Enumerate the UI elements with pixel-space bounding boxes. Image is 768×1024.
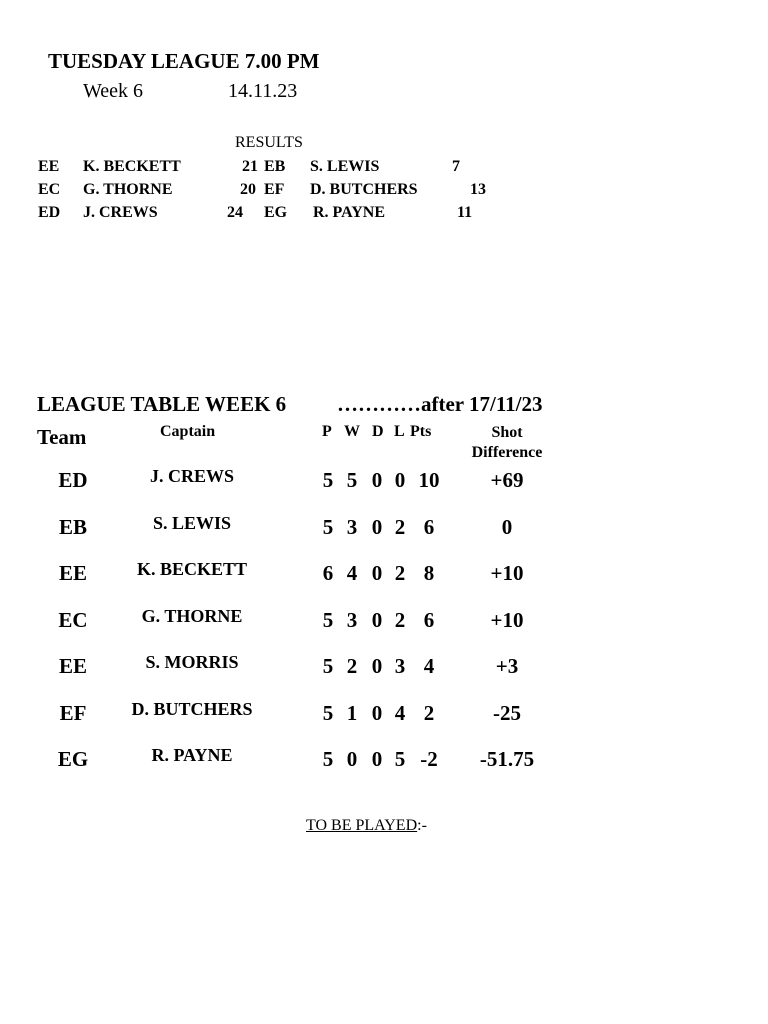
result-away-team: EF: [264, 181, 285, 198]
result-home-score: 20: [240, 181, 256, 198]
header-played: P: [322, 423, 332, 440]
row-captain: R. PAYNE: [151, 745, 233, 765]
row-won: 3: [346, 608, 358, 632]
league-title: TUESDAY LEAGUE 7.00 PM: [48, 49, 320, 73]
result-away-score: 13: [470, 181, 486, 198]
header-captain: Captain: [160, 423, 216, 440]
to-be-played-label: [306, 817, 427, 835]
row-drawn: 0: [371, 468, 383, 492]
table-row: [0, 699, 768, 739]
row-lost: 2: [394, 561, 406, 585]
header-points: Pts: [410, 423, 432, 440]
to-be-played-text: TO BE PLAYED: [306, 817, 418, 834]
row-won: 3: [346, 515, 358, 539]
row-team: EB: [58, 515, 87, 539]
result-away-team: EG: [264, 204, 288, 221]
result-home-team: EE: [38, 158, 60, 175]
row-shot-difference: +3: [495, 654, 519, 678]
result-away-team: EB: [264, 158, 286, 175]
results-heading: RESULTS: [235, 134, 303, 151]
row-lost: 5: [394, 747, 406, 771]
row-captain: S. LEWIS: [152, 513, 232, 533]
result-home-team: ED: [38, 204, 61, 221]
row-played: 5: [322, 608, 334, 632]
row-lost: 0: [394, 468, 406, 492]
to-be-played-suffix: :-: [417, 817, 427, 834]
league-table-title: LEAGUE TABLE WEEK 6: [37, 392, 287, 416]
row-played: 5: [322, 701, 334, 725]
row-shot-difference: -51.75: [479, 747, 535, 771]
result-away-captain: S. LEWIS: [310, 158, 380, 175]
row-drawn: 0: [371, 747, 383, 771]
row-team: EE: [58, 561, 87, 585]
row-lost: 2: [394, 515, 406, 539]
row-drawn: 0: [371, 561, 383, 585]
row-won: 4: [346, 561, 358, 585]
row-points: 6: [423, 515, 435, 539]
row-played: 5: [322, 515, 334, 539]
row-points: 4: [423, 654, 435, 678]
week-date: 14.11.23: [228, 80, 298, 102]
result-row: [0, 158, 768, 180]
header-won: W: [344, 423, 360, 440]
table-row: [0, 559, 768, 599]
row-points: 8: [423, 561, 435, 585]
row-lost: 3: [394, 654, 406, 678]
row-captain: G. THORNE: [141, 606, 243, 626]
row-team: EF: [59, 701, 87, 725]
row-points: -2: [420, 747, 438, 771]
row-won: 0: [346, 747, 358, 771]
row-captain: J. CREWS: [149, 466, 234, 486]
row-won: 1: [346, 701, 358, 725]
result-away-score: 11: [457, 204, 473, 221]
row-shot-difference: +10: [490, 561, 524, 585]
table-row: [0, 513, 768, 553]
table-row: [0, 745, 768, 785]
row-played: 6: [322, 561, 334, 585]
row-drawn: 0: [371, 515, 383, 539]
table-row: [0, 606, 768, 646]
header-team: Team: [37, 425, 87, 449]
result-row: [0, 204, 768, 226]
header-shot-difference: Shot Difference: [471, 424, 543, 461]
row-team: EC: [58, 608, 88, 632]
row-shot-difference: 0: [501, 515, 513, 539]
row-lost: 2: [394, 608, 406, 632]
row-captain: K. BECKETT: [136, 559, 248, 579]
result-away-captain: R. PAYNE: [313, 204, 386, 221]
result-row: [0, 181, 768, 203]
row-played: 5: [322, 747, 334, 771]
result-home-score: 24: [227, 204, 243, 221]
result-away-captain: D. BUTCHERS: [310, 181, 418, 198]
row-points: 10: [418, 468, 440, 492]
header-lost: L: [394, 423, 405, 440]
row-shot-difference: +69: [490, 468, 524, 492]
result-home-captain: J. CREWS: [83, 204, 158, 221]
result-away-score: 7: [452, 158, 460, 175]
row-drawn: 0: [371, 701, 383, 725]
league-table-after-date: …………after 17/11/23: [337, 392, 543, 416]
table-row: [0, 652, 768, 692]
table-row: [0, 466, 768, 506]
result-home-captain: G. THORNE: [83, 181, 173, 198]
row-captain: D. BUTCHERS: [131, 699, 253, 719]
row-played: 5: [322, 654, 334, 678]
row-shot-difference: +10: [490, 608, 524, 632]
row-drawn: 0: [371, 608, 383, 632]
row-team: EE: [58, 654, 87, 678]
row-points: 6: [423, 608, 435, 632]
row-played: 5: [322, 468, 334, 492]
row-points: 2: [423, 701, 435, 725]
header-drawn: D: [372, 423, 384, 440]
result-home-captain: K. BECKETT: [83, 158, 181, 175]
row-drawn: 0: [371, 654, 383, 678]
result-home-team: EC: [38, 181, 61, 198]
row-won: 2: [346, 654, 358, 678]
week-label: Week 6: [83, 80, 144, 102]
row-captain: S. MORRIS: [145, 652, 239, 672]
row-team: EG: [57, 747, 89, 771]
row-lost: 4: [394, 701, 406, 725]
result-home-score: 21: [242, 158, 258, 175]
row-won: 5: [346, 468, 358, 492]
row-team: ED: [58, 468, 88, 492]
row-shot-difference: -25: [493, 701, 521, 725]
